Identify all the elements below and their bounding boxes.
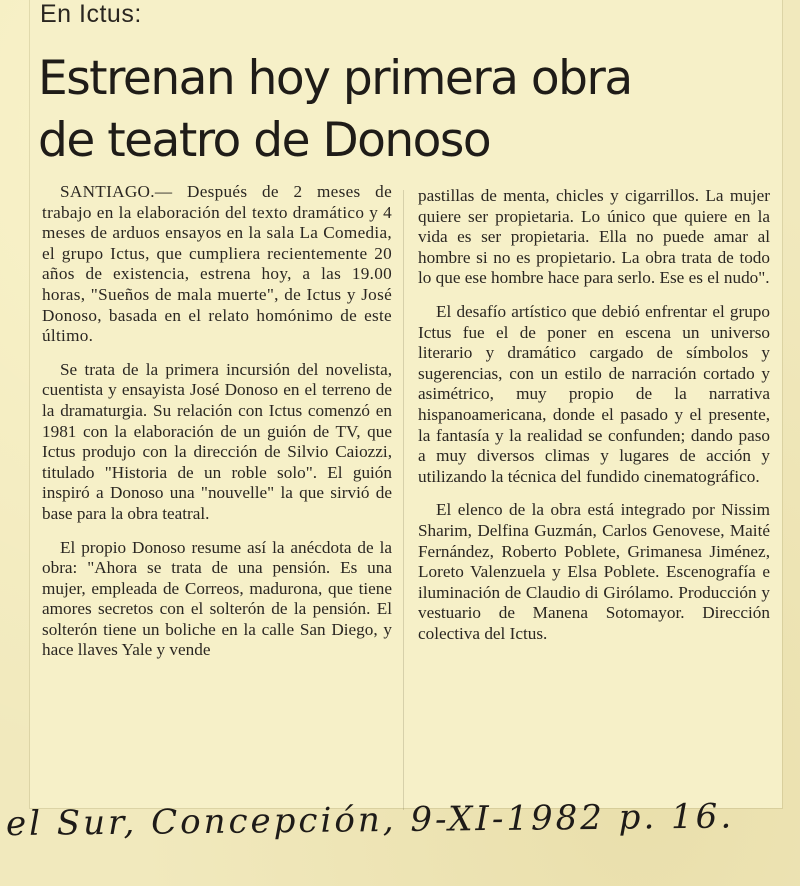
article-paragraph: El propio Donoso resume así la anécdota de la obra: "Ahora se trata de una pensión. Es una mujer, empleada de Correos, madurona, que tiene amores secretos con el solterón de la pensión. El solterón tiene un boliche en la calle San Diego, y hace llaves Yale y vende bbox=[42, 537, 392, 660]
article-column-right bbox=[418, 186, 770, 644]
article-paragraph: El desafío artístico que debió enfrentar el grupo Ictus fue el de poner en escena un universo literario y dramático cargado de símbolos y sugerencias, con un estilo de narración cortado y asimétrico, muy propio de la narrativa hispanoamericana, donde el pasado y el presente, la fantasía y la realidad se confunden; dando paso a muy diversos climas y lugares de acción y utilizando la técnica del fundido cinematográfico. bbox=[418, 301, 770, 486]
column-divider bbox=[403, 190, 404, 810]
headline: Estrenan hoy primera obra de teatro de Donoso bbox=[38, 51, 632, 168]
article-paragraph: El elenco de la obra está integrado por Nissim Sharim, Delfina Guzmán, Carlos Genovese, Maité Fernández, Roberto Poblete, Grimanesa Jiménez, Loreto Valenzuela y Elsa Poblete. Escenografía e iluminación de Claudio di Girólamo. Producción y vestuario de Manena Sotomayor. Dirección colectiva del Ictus. bbox=[418, 500, 770, 643]
section-kicker: En Ictus: bbox=[40, 0, 142, 28]
article-column-left bbox=[42, 182, 392, 661]
article-paragraph: Se trata de la primera incursión del novelista, cuentista y ensayista José Donoso en el terreno de la dramaturgia. Su relación con Ictus comenzó en 1981 con la elaboración de un guión de TV, que Ictus produjo con la dirección de Silvio Caiozzi, titulado "Historia de un roble solo". El guión inspiró a Donoso una "nouvelle" la que sirvió de base para la obra teatral. bbox=[42, 359, 392, 523]
article-paragraph: pastillas de menta, chicles y cigarrillos. La mujer quiere ser propietaria. Lo único que quiere en la vida es ser propietaria. Ella no puede amar al hombre si no es propietario. La obra trata de todo lo que ese hombre hace para serlo. Ese es el nudo". bbox=[418, 186, 770, 288]
article-paragraph: SANTIAGO.— Después de 2 meses de trabajo en la elaboración del texto dramático y 4 meses de arduos ensayos en la sala La Comedia, el grupo Ictus, que cumpliera recientemente 20 años de existencia, estrena hoy, a las 19.00 horas, "Sueños de mala muerte", de Ictus y José Donoso, basada en el relato homónimo de este último. bbox=[42, 182, 392, 346]
handwritten-source-note: el Sur, Concepción, 9-XI-1982 p. 16. bbox=[5, 796, 735, 845]
